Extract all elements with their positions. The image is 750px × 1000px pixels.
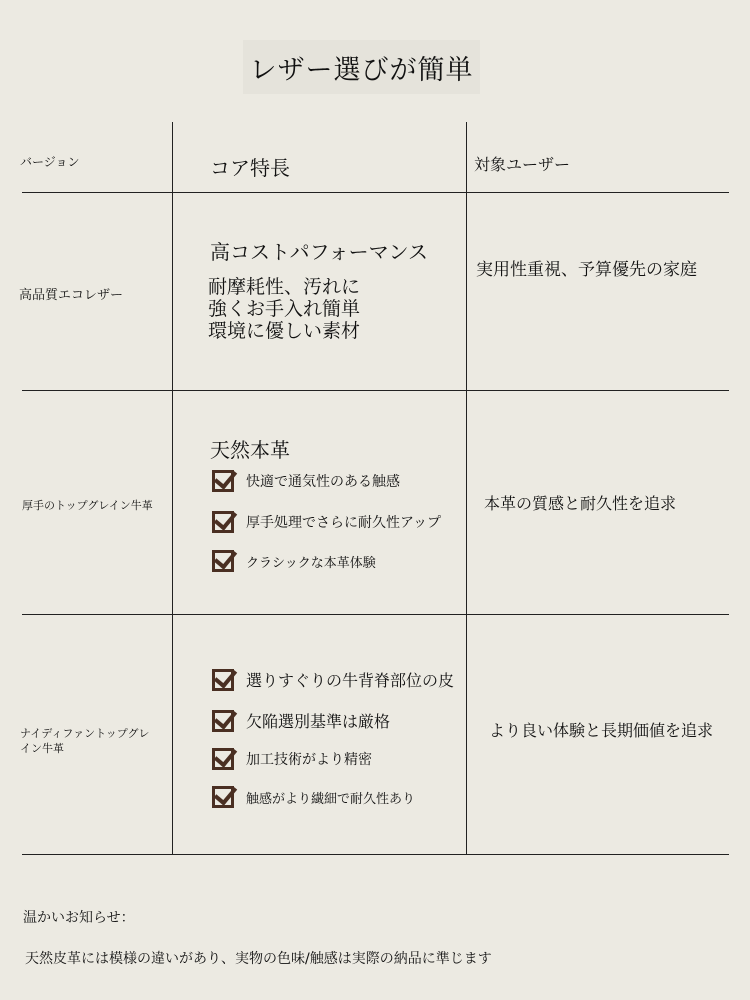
target-users: 実用性重視、予算優先の家庭 bbox=[476, 260, 697, 280]
checkbox-icon bbox=[212, 786, 234, 808]
check-item bbox=[212, 668, 454, 691]
check-item-label: 快適で通気性のある触感 bbox=[246, 474, 400, 490]
table-divider bbox=[22, 192, 729, 193]
check-item bbox=[212, 511, 441, 533]
header-users: 対象ユーザー bbox=[474, 155, 571, 174]
check-item bbox=[212, 709, 390, 732]
checkbox-icon bbox=[212, 550, 234, 572]
check-item bbox=[212, 550, 376, 572]
feature-title: 天然本革 bbox=[210, 438, 290, 462]
table-divider bbox=[22, 614, 729, 615]
feature-line: 強くお手入れ簡単 bbox=[208, 298, 361, 320]
check-item-label: 厚手処理でさらに耐久性アップ bbox=[246, 515, 442, 531]
checkbox-icon bbox=[212, 511, 234, 533]
notice-body: 天然皮革には模様の違いがあり、実物の色味/触感は実際の納品に準じます bbox=[25, 951, 492, 967]
check-item-label: 欠陥選別基準は厳格 bbox=[246, 712, 391, 731]
checkbox-icon bbox=[212, 669, 234, 691]
version-label: イン牛革 bbox=[20, 742, 64, 755]
check-item-label: 触感がより繊細で耐久性あり bbox=[246, 791, 416, 807]
feature-title: 高コストパフォーマンス bbox=[210, 240, 428, 264]
target-users: 本革の質感と耐久性を追求 bbox=[484, 494, 677, 513]
table-divider bbox=[22, 390, 729, 391]
header-version: バージョン bbox=[20, 155, 80, 169]
check-item-label: クラシックな本革体験 bbox=[246, 555, 376, 571]
page-title: レザー選びが簡単 bbox=[243, 40, 480, 94]
feature-line: 環境に優しい素材 bbox=[208, 320, 361, 342]
feature-line: 耐摩耗性、汚れに bbox=[208, 276, 361, 298]
check-item bbox=[212, 786, 415, 808]
check-item bbox=[212, 470, 400, 492]
check-item-label: 加工技術がより精密 bbox=[246, 752, 372, 768]
check-item-label: 選りすぐりの牛背脊部位の皮 bbox=[246, 671, 455, 690]
column-divider bbox=[172, 122, 173, 855]
table-divider bbox=[22, 854, 729, 855]
target-users: より良い体験と長期価値を追求 bbox=[489, 721, 714, 740]
version-label: 高品質エコレザー bbox=[19, 288, 124, 303]
checkbox-icon bbox=[212, 710, 234, 732]
checkbox-icon bbox=[212, 748, 234, 770]
version-label: 厚手のトップグレイン牛革 bbox=[22, 499, 153, 512]
checkbox-icon bbox=[212, 470, 234, 492]
check-item bbox=[212, 748, 372, 770]
column-divider bbox=[466, 122, 467, 855]
notice-heading: 温かいお知らせ： bbox=[23, 910, 135, 926]
header-features: コア特長 bbox=[210, 156, 290, 180]
version-label: ナイディファントップグレ bbox=[20, 727, 150, 740]
